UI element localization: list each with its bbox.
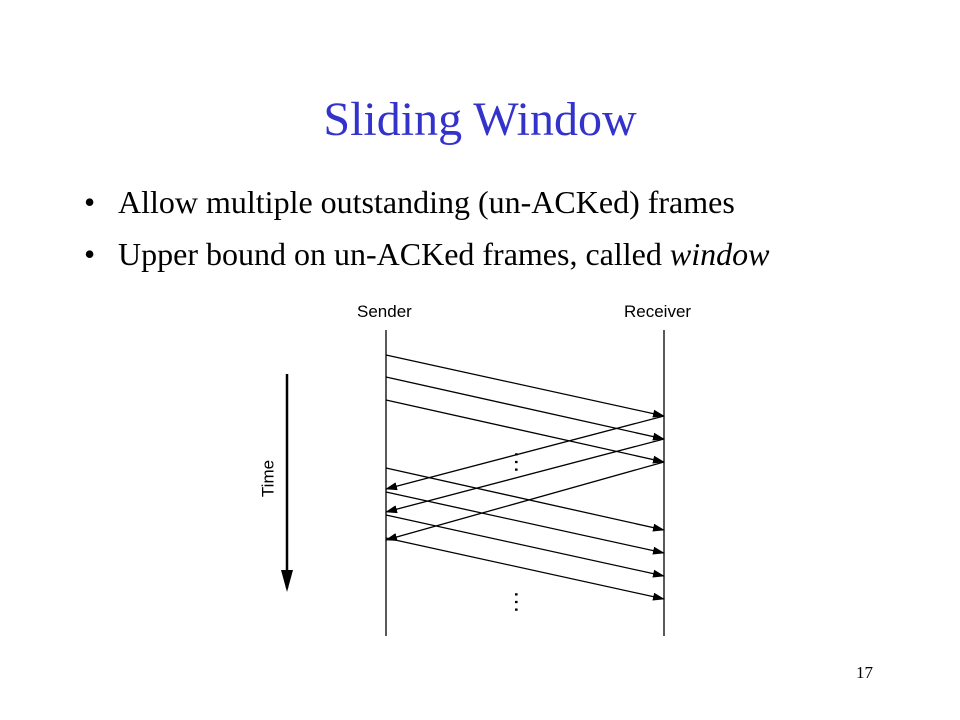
frame-arrow-frames-1-2 [386,377,664,439]
slide-title: Sliding Window [323,93,637,146]
bullet-text-italic: window [669,236,770,272]
ellipsis-upper: … [509,450,536,474]
frame-arrow-frames-1-1 [386,355,664,416]
bullet-marker: • [84,236,96,272]
message-arrows [386,355,664,599]
bullet-text: Upper bound on un-ACKed frames, called [118,236,670,272]
time-arrow-head [281,570,293,592]
ellipsis-lower: … [509,590,536,614]
frame-arrow-frames-2-3 [386,515,664,576]
frame-arrow-frames-2-1 [386,468,664,530]
sender-label: Sender [357,302,412,321]
bullet-text: Allow multiple outstanding (un-ACKed) frames [118,184,735,220]
receiver-label: Receiver [624,302,692,321]
page-number: 17 [856,663,873,682]
bullet-marker: • [84,184,96,220]
time-axis-label: Time [258,459,278,498]
